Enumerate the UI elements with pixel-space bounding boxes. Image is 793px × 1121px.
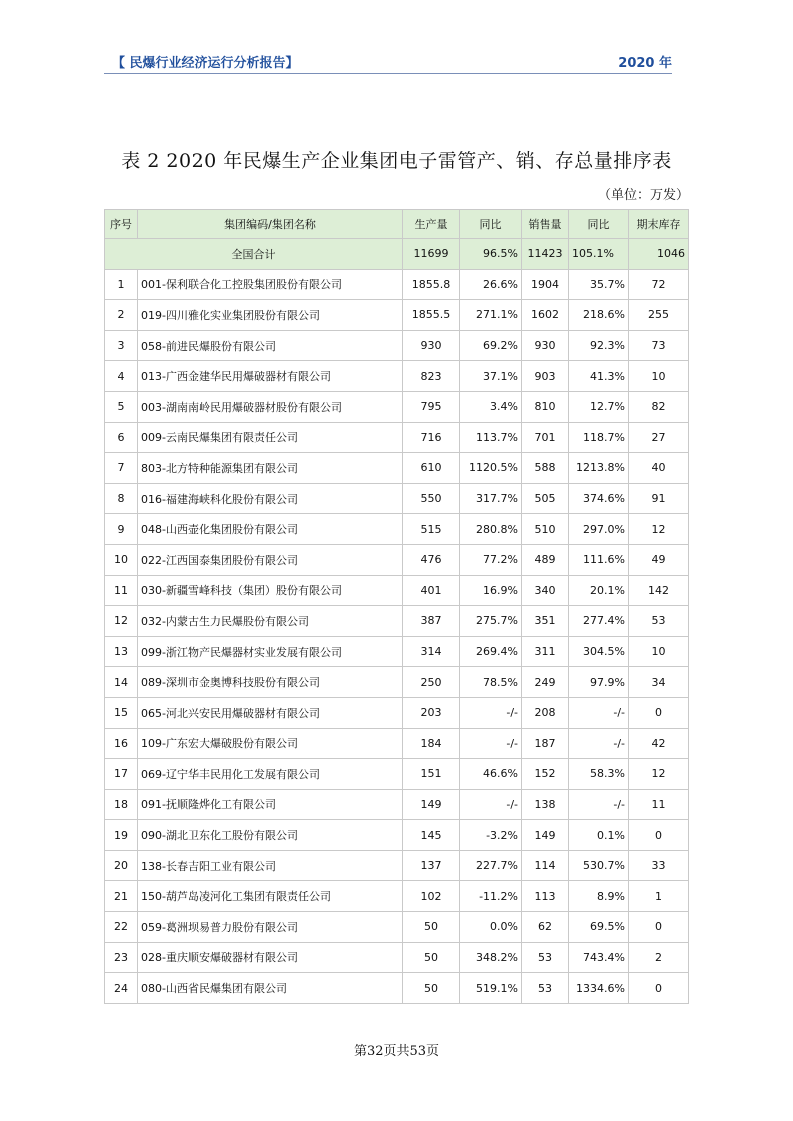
table-row [105, 942, 689, 973]
sales-cell: 1904 [522, 269, 569, 300]
sales-cell: 489 [522, 544, 569, 575]
production-yoy-cell: -/- [460, 789, 522, 820]
sales-yoy-cell: 1213.8% [569, 453, 629, 484]
table-row [105, 483, 689, 514]
group-name-cell: 090-湖北卫东化工股份有限公司 [138, 820, 403, 851]
sales-cell: 187 [522, 728, 569, 759]
group-name-cell: 803-北方特种能源集团有限公司 [138, 453, 403, 484]
sales-cell: 810 [522, 391, 569, 422]
production-cell: 102 [403, 881, 460, 912]
rank-cell: 19 [105, 820, 138, 851]
production-yoy-cell: 271.1% [460, 300, 522, 331]
sales-cell: 351 [522, 606, 569, 637]
production-cell: 137 [403, 850, 460, 881]
group-name-cell: 030-新疆雪峰科技（集团）股份有限公司 [138, 575, 403, 606]
group-name-cell: 001-保利联合化工控股集团股份有限公司 [138, 269, 403, 300]
stock-cell: 255 [629, 300, 689, 331]
rank-cell: 24 [105, 973, 138, 1004]
group-name-cell: 065-河北兴安民用爆破器材有限公司 [138, 697, 403, 728]
table-row [105, 361, 689, 392]
stock-cell: 0 [629, 912, 689, 943]
group-name-cell: 089-深圳市金奥博科技股份有限公司 [138, 667, 403, 698]
table-title: 表 2 2020 年民爆生产企业集团电子雷管产、销、存总量排序表 [121, 150, 672, 172]
sales-yoy-cell: 8.9% [569, 881, 629, 912]
production-cell: 823 [403, 361, 460, 392]
stock-cell: 49 [629, 544, 689, 575]
rank-cell: 21 [105, 881, 138, 912]
national-total-row [105, 239, 689, 270]
stock-cell: 33 [629, 850, 689, 881]
table-row [105, 881, 689, 912]
production-yoy-cell: 77.2% [460, 544, 522, 575]
sales-yoy-cell: 118.7% [569, 422, 629, 453]
sales-yoy-cell: 374.6% [569, 483, 629, 514]
rank-cell: 7 [105, 453, 138, 484]
production-yoy-cell: 16.9% [460, 575, 522, 606]
table-row [105, 269, 689, 300]
sales-cell: 113 [522, 881, 569, 912]
production-cell: 151 [403, 759, 460, 790]
sales-yoy-cell: 97.9% [569, 667, 629, 698]
table-row [105, 453, 689, 484]
rank-cell: 6 [105, 422, 138, 453]
header-divider [104, 73, 672, 74]
stock-cell: 91 [629, 483, 689, 514]
sales-cell: 114 [522, 850, 569, 881]
production-cell: 314 [403, 636, 460, 667]
sales-yoy-cell: 0.1% [569, 820, 629, 851]
production-cell: 145 [403, 820, 460, 851]
production-cell: 184 [403, 728, 460, 759]
rank-cell: 1 [105, 269, 138, 300]
table-row [105, 850, 689, 881]
sales-yoy-cell: 530.7% [569, 850, 629, 881]
group-name-cell: 032-内蒙古生力民爆股份有限公司 [138, 606, 403, 637]
table-row [105, 973, 689, 1004]
header-row [105, 210, 689, 239]
production-cell: 610 [403, 453, 460, 484]
sales-cell: 152 [522, 759, 569, 790]
col-header-production: 生产量 [403, 210, 460, 239]
rank-cell: 10 [105, 544, 138, 575]
table-row [105, 575, 689, 606]
stock-cell: 40 [629, 453, 689, 484]
col-header-stock: 期末库存 [629, 210, 689, 239]
rank-cell: 23 [105, 942, 138, 973]
rank-cell: 3 [105, 330, 138, 361]
group-name-cell: 048-山西壶化集团股份有限公司 [138, 514, 403, 545]
production-yoy-cell: 3.4% [460, 391, 522, 422]
rank-cell: 5 [105, 391, 138, 422]
sales-cell: 903 [522, 361, 569, 392]
rank-cell: 20 [105, 850, 138, 881]
production-yoy-cell: 46.6% [460, 759, 522, 790]
col-header-sales: 销售量 [522, 210, 569, 239]
production-cell: 387 [403, 606, 460, 637]
sales-yoy-cell: 41.3% [569, 361, 629, 392]
production-yoy-cell: 69.2% [460, 330, 522, 361]
sales-cell: 208 [522, 697, 569, 728]
production-yoy-cell: 519.1% [460, 973, 522, 1004]
sales-cell: 588 [522, 453, 569, 484]
production-cell: 716 [403, 422, 460, 453]
sales-cell: 701 [522, 422, 569, 453]
table-row [105, 391, 689, 422]
table-row [105, 330, 689, 361]
production-cell: 476 [403, 544, 460, 575]
group-name-cell: 069-辽宁华丰民用化工发展有限公司 [138, 759, 403, 790]
production-cell: 930 [403, 330, 460, 361]
col-header-production-yoy: 同比 [460, 210, 522, 239]
production-cell: 250 [403, 667, 460, 698]
production-cell: 50 [403, 973, 460, 1004]
production-cell: 1855.5 [403, 300, 460, 331]
sales-cell: 149 [522, 820, 569, 851]
rank-cell: 4 [105, 361, 138, 392]
stock-cell: 10 [629, 636, 689, 667]
rank-cell: 2 [105, 300, 138, 331]
sales-yoy-cell: 218.6% [569, 300, 629, 331]
table-row [105, 300, 689, 331]
production-cell: 1855.8 [403, 269, 460, 300]
sales-yoy-cell: 111.6% [569, 544, 629, 575]
rank-cell: 18 [105, 789, 138, 820]
group-name-cell: 009-云南民爆集团有限责任公司 [138, 422, 403, 453]
unit-label: （单位：万发） [597, 188, 689, 203]
group-name-cell: 059-葛洲坝易普力股份有限公司 [138, 912, 403, 943]
sales-cell: 62 [522, 912, 569, 943]
production-yoy-cell: 269.4% [460, 636, 522, 667]
stock-cell: 10 [629, 361, 689, 392]
production-cell: 515 [403, 514, 460, 545]
stock-cell: 72 [629, 269, 689, 300]
stock-cell: 42 [629, 728, 689, 759]
report-header-year: 2020 年 [618, 56, 672, 71]
sales-cell: 1602 [522, 300, 569, 331]
group-name-cell: 003-湖南南岭民用爆破器材股份有限公司 [138, 391, 403, 422]
production-yoy-cell: -/- [460, 697, 522, 728]
production-yoy-cell: 275.7% [460, 606, 522, 637]
report-header-title: 【 民爆行业经济运行分析报告】 [112, 56, 299, 71]
production-cell: 203 [403, 697, 460, 728]
production-cell: 795 [403, 391, 460, 422]
group-name-cell: 016-福建海峡科化股份有限公司 [138, 483, 403, 514]
production-yoy-cell: 113.7% [460, 422, 522, 453]
col-header-group: 集团编码/集团名称 [138, 210, 403, 239]
sales-yoy-cell: -/- [569, 728, 629, 759]
stock-cell: 82 [629, 391, 689, 422]
sales-yoy-cell: 20.1% [569, 575, 629, 606]
production-cell: 50 [403, 942, 460, 973]
stock-cell: 2 [629, 942, 689, 973]
table-row [105, 697, 689, 728]
sales-yoy-cell: 92.3% [569, 330, 629, 361]
sales-cell: 249 [522, 667, 569, 698]
stock-cell: 53 [629, 606, 689, 637]
table-row [105, 912, 689, 943]
stock-cell: 12 [629, 759, 689, 790]
sales-cell: 510 [522, 514, 569, 545]
total-sales-yoy: 105.1% [569, 239, 629, 270]
sales-yoy-cell: -/- [569, 697, 629, 728]
rank-cell: 13 [105, 636, 138, 667]
table-row [105, 606, 689, 637]
production-yoy-cell: 348.2% [460, 942, 522, 973]
production-cell: 550 [403, 483, 460, 514]
sales-yoy-cell: 304.5% [569, 636, 629, 667]
table-row [105, 514, 689, 545]
table-row [105, 759, 689, 790]
table-row [105, 544, 689, 575]
production-yoy-cell: -3.2% [460, 820, 522, 851]
rank-cell: 22 [105, 912, 138, 943]
sales-cell: 138 [522, 789, 569, 820]
total-production-yoy: 96.5% [460, 239, 522, 270]
group-name-cell: 109-广东宏大爆破股份有限公司 [138, 728, 403, 759]
production-yoy-cell: 280.8% [460, 514, 522, 545]
stock-cell: 12 [629, 514, 689, 545]
production-yoy-cell: -11.2% [460, 881, 522, 912]
table-row [105, 728, 689, 759]
ranking-table [104, 209, 689, 1004]
table-row [105, 667, 689, 698]
col-header-sales-yoy: 同比 [569, 210, 629, 239]
stock-cell: 0 [629, 973, 689, 1004]
sales-yoy-cell: 1334.6% [569, 973, 629, 1004]
sales-yoy-cell: 69.5% [569, 912, 629, 943]
sales-yoy-cell: 35.7% [569, 269, 629, 300]
group-name-cell: 080-山西省民爆集团有限公司 [138, 973, 403, 1004]
stock-cell: 0 [629, 697, 689, 728]
group-name-cell: 028-重庆顺安爆破器材有限公司 [138, 942, 403, 973]
stock-cell: 142 [629, 575, 689, 606]
rank-cell: 16 [105, 728, 138, 759]
sales-yoy-cell: 743.4% [569, 942, 629, 973]
sales-yoy-cell: -/- [569, 789, 629, 820]
production-cell: 149 [403, 789, 460, 820]
rank-cell: 15 [105, 697, 138, 728]
production-yoy-cell: 0.0% [460, 912, 522, 943]
col-header-rank: 序号 [105, 210, 138, 239]
stock-cell: 0 [629, 820, 689, 851]
group-name-cell: 013-广西金建华民用爆破器材有限公司 [138, 361, 403, 392]
group-name-cell: 019-四川雅化实业集团股份有限公司 [138, 300, 403, 331]
group-name-cell: 058-前进民爆股份有限公司 [138, 330, 403, 361]
table-row [105, 422, 689, 453]
group-name-cell: 138-长春吉阳工业有限公司 [138, 850, 403, 881]
rank-cell: 9 [105, 514, 138, 545]
production-yoy-cell: -/- [460, 728, 522, 759]
production-yoy-cell: 1120.5% [460, 453, 522, 484]
production-yoy-cell: 37.1% [460, 361, 522, 392]
rank-cell: 12 [105, 606, 138, 637]
rank-cell: 11 [105, 575, 138, 606]
sales-yoy-cell: 297.0% [569, 514, 629, 545]
sales-cell: 340 [522, 575, 569, 606]
group-name-cell: 150-葫芦岛凌河化工集团有限责任公司 [138, 881, 403, 912]
sales-cell: 53 [522, 942, 569, 973]
production-yoy-cell: 26.6% [460, 269, 522, 300]
sales-cell: 930 [522, 330, 569, 361]
total-label: 全国合计 [105, 239, 403, 270]
stock-cell: 27 [629, 422, 689, 453]
production-yoy-cell: 317.7% [460, 483, 522, 514]
sales-cell: 311 [522, 636, 569, 667]
sales-yoy-cell: 12.7% [569, 391, 629, 422]
sales-cell: 53 [522, 973, 569, 1004]
table-row [105, 636, 689, 667]
production-yoy-cell: 78.5% [460, 667, 522, 698]
production-cell: 50 [403, 912, 460, 943]
stock-cell: 73 [629, 330, 689, 361]
rank-cell: 8 [105, 483, 138, 514]
group-name-cell: 099-浙江物产民爆器材实业发展有限公司 [138, 636, 403, 667]
production-yoy-cell: 227.7% [460, 850, 522, 881]
stock-cell: 34 [629, 667, 689, 698]
total-production: 11699 [403, 239, 460, 270]
rank-cell: 14 [105, 667, 138, 698]
production-cell: 401 [403, 575, 460, 606]
page-number: 第32页共53页 [353, 1044, 440, 1059]
stock-cell: 11 [629, 789, 689, 820]
table-row [105, 820, 689, 851]
total-sales: 11423 [522, 239, 569, 270]
group-name-cell: 091-抚顺隆烨化工有限公司 [138, 789, 403, 820]
sales-cell: 505 [522, 483, 569, 514]
sales-yoy-cell: 58.3% [569, 759, 629, 790]
group-name-cell: 022-江西国泰集团股份有限公司 [138, 544, 403, 575]
table-row [105, 789, 689, 820]
sales-yoy-cell: 277.4% [569, 606, 629, 637]
stock-cell: 1 [629, 881, 689, 912]
total-stock: 1046 [629, 239, 689, 270]
rank-cell: 17 [105, 759, 138, 790]
